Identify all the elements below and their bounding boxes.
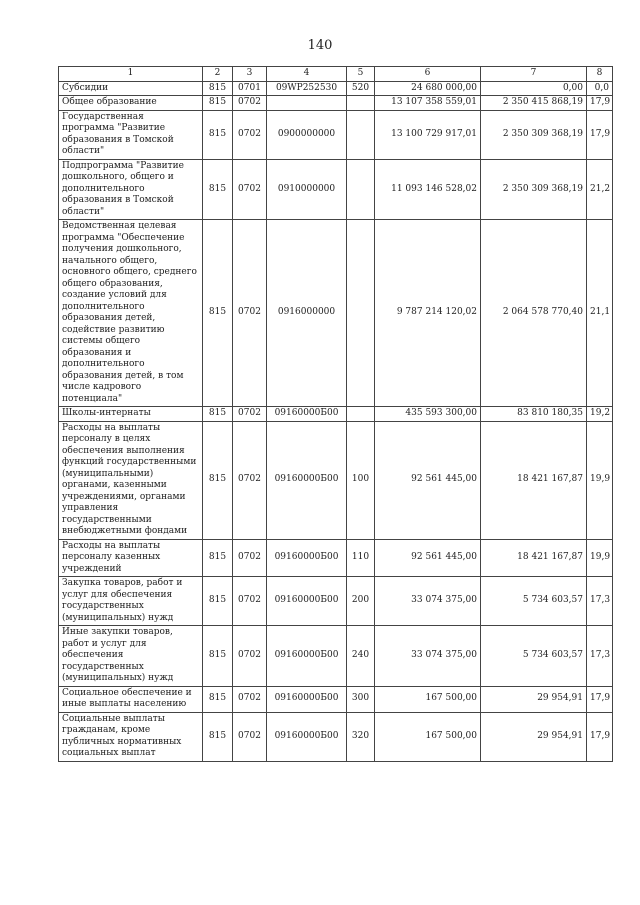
cell-executed-amount: 18 421 167,87 — [481, 421, 587, 539]
cell-target-code: 09160000Б00 — [267, 539, 347, 577]
cell-section-code: 0702 — [233, 110, 267, 159]
cell-ministry-code: 815 — [203, 96, 233, 111]
cell-section-code: 0702 — [233, 539, 267, 577]
cell-percent: 17,9 — [587, 712, 613, 761]
cell-executed-amount: 29 954,91 — [481, 712, 587, 761]
cell-percent: 17,3 — [587, 626, 613, 687]
table-header-row — [59, 67, 613, 82]
cell-executed-amount: 2 350 309 368,19 — [481, 159, 587, 220]
cell-plan-amount: 435 593 300,00 — [375, 407, 481, 422]
cell-percent: 19,9 — [587, 421, 613, 539]
table-row — [59, 421, 613, 539]
cell-ministry-code: 815 — [203, 407, 233, 422]
budget-table — [58, 66, 613, 762]
cell-section-code: 0702 — [233, 686, 267, 712]
cell-executed-amount: 83 810 180,35 — [481, 407, 587, 422]
cell-plan-amount: 9 787 214 120,02 — [375, 220, 481, 407]
table-row — [59, 220, 613, 407]
cell-plan-amount: 13 100 729 917,01 — [375, 110, 481, 159]
cell-percent: 17,9 — [587, 96, 613, 111]
cell-section-code: 0702 — [233, 220, 267, 407]
cell-target-code: 09160000Б00 — [267, 712, 347, 761]
table-row — [59, 626, 613, 687]
cell-section-code: 0701 — [233, 81, 267, 96]
cell-target-code: 09160000Б00 — [267, 686, 347, 712]
cell-target-code: 0916000000 — [267, 220, 347, 407]
cell-plan-amount: 13 107 358 559,01 — [375, 96, 481, 111]
cell-name: Школы-интернаты — [59, 407, 203, 422]
cell-target-code: 09160000Б00 — [267, 421, 347, 539]
cell-name: Ведомственная целевая программа "Обеспечение получения дошкольного, начального общего, основного общего, среднего общего образования, создание условий для дополнительного образования детей, содействие развитию системы общего образования и дополнительного образования детей, в том числе кадрового потенциала" — [59, 220, 203, 407]
cell-ministry-code: 815 — [203, 686, 233, 712]
cell-ministry-code: 815 — [203, 159, 233, 220]
cell-expense-type — [347, 220, 375, 407]
cell-ministry-code: 815 — [203, 81, 233, 96]
header-cell: 8 — [587, 67, 613, 82]
table-body — [59, 67, 613, 762]
cell-percent: 21,1 — [587, 220, 613, 407]
cell-name: Субсидии — [59, 81, 203, 96]
cell-percent: 19,2 — [587, 407, 613, 422]
cell-expense-type — [347, 96, 375, 111]
cell-executed-amount: 29 954,91 — [481, 686, 587, 712]
cell-percent: 17,9 — [587, 686, 613, 712]
header-cell: 3 — [233, 67, 267, 82]
header-cell: 6 — [375, 67, 481, 82]
cell-section-code: 0702 — [233, 712, 267, 761]
cell-target-code: 09160000Б00 — [267, 577, 347, 626]
cell-section-code: 0702 — [233, 159, 267, 220]
table-row — [59, 686, 613, 712]
cell-name: Государственная программа "Развитие образования в Томской области" — [59, 110, 203, 159]
cell-expense-type: 100 — [347, 421, 375, 539]
table-row — [59, 712, 613, 761]
cell-target-code: 09160000Б00 — [267, 407, 347, 422]
cell-name: Социальные выплаты гражданам, кроме публичных нормативных социальных выплат — [59, 712, 203, 761]
cell-executed-amount: 2 350 415 868,19 — [481, 96, 587, 111]
cell-section-code: 0702 — [233, 626, 267, 687]
cell-expense-type — [347, 407, 375, 422]
cell-target-code: 09WP252530 — [267, 81, 347, 96]
table-row — [59, 96, 613, 111]
cell-plan-amount: 92 561 445,00 — [375, 539, 481, 577]
cell-name: Иные закупки товаров, работ и услуг для обеспечения государственных (муниципальных) нужд — [59, 626, 203, 687]
table-row — [59, 539, 613, 577]
cell-ministry-code: 815 — [203, 421, 233, 539]
table-row — [59, 110, 613, 159]
cell-name: Подпрограмма "Развитие дошкольного, общего и дополнительного образования в Томской области" — [59, 159, 203, 220]
cell-executed-amount: 0,00 — [481, 81, 587, 96]
cell-percent: 17,9 — [587, 110, 613, 159]
cell-ministry-code: 815 — [203, 110, 233, 159]
cell-plan-amount: 167 500,00 — [375, 686, 481, 712]
cell-executed-amount: 2 350 309 368,19 — [481, 110, 587, 159]
cell-section-code: 0702 — [233, 407, 267, 422]
cell-target-code: 0900000000 — [267, 110, 347, 159]
cell-ministry-code: 815 — [203, 712, 233, 761]
cell-plan-amount: 24 680 000,00 — [375, 81, 481, 96]
cell-expense-type: 520 — [347, 81, 375, 96]
table-row — [59, 407, 613, 422]
header-cell: 1 — [59, 67, 203, 82]
cell-name: Расходы на выплаты персоналу в целях обеспечения выполнения функций государственными (муниципальными) органами, казенными учреждениями, органами управления государственными внебюджетными фондами — [59, 421, 203, 539]
cell-target-code: 0910000000 — [267, 159, 347, 220]
cell-plan-amount: 92 561 445,00 — [375, 421, 481, 539]
cell-plan-amount: 167 500,00 — [375, 712, 481, 761]
cell-percent: 0,0 — [587, 81, 613, 96]
page-number: 140 — [307, 38, 333, 53]
cell-section-code: 0702 — [233, 96, 267, 111]
table-row — [59, 577, 613, 626]
cell-plan-amount: 11 093 146 528,02 — [375, 159, 481, 220]
cell-expense-type: 200 — [347, 577, 375, 626]
cell-ministry-code: 815 — [203, 539, 233, 577]
header-cell: 7 — [481, 67, 587, 82]
cell-plan-amount: 33 074 375,00 — [375, 626, 481, 687]
header-cell: 2 — [203, 67, 233, 82]
cell-percent: 21,2 — [587, 159, 613, 220]
cell-section-code: 0702 — [233, 421, 267, 539]
cell-expense-type: 110 — [347, 539, 375, 577]
cell-executed-amount: 2 064 578 770,40 — [481, 220, 587, 407]
cell-expense-type: 240 — [347, 626, 375, 687]
cell-executed-amount: 18 421 167,87 — [481, 539, 587, 577]
cell-expense-type — [347, 159, 375, 220]
cell-target-code — [267, 96, 347, 111]
cell-name: Закупка товаров, работ и услуг для обеспечения государственных (муниципальных) нужд — [59, 577, 203, 626]
cell-plan-amount: 33 074 375,00 — [375, 577, 481, 626]
cell-ministry-code: 815 — [203, 220, 233, 407]
cell-name: Социальное обеспечение и иные выплаты населению — [59, 686, 203, 712]
header-cell: 5 — [347, 67, 375, 82]
header-cell: 4 — [267, 67, 347, 82]
cell-ministry-code: 815 — [203, 577, 233, 626]
cell-section-code: 0702 — [233, 577, 267, 626]
cell-expense-type — [347, 110, 375, 159]
cell-executed-amount: 5 734 603,57 — [481, 577, 587, 626]
cell-ministry-code: 815 — [203, 626, 233, 687]
cell-percent: 17,3 — [587, 577, 613, 626]
cell-name: Расходы на выплаты персоналу казенных учреждений — [59, 539, 203, 577]
table-row — [59, 81, 613, 96]
cell-name: Общее образование — [59, 96, 203, 111]
cell-executed-amount: 5 734 603,57 — [481, 626, 587, 687]
table-row — [59, 159, 613, 220]
cell-percent: 19,9 — [587, 539, 613, 577]
cell-expense-type: 300 — [347, 686, 375, 712]
cell-expense-type: 320 — [347, 712, 375, 761]
cell-target-code: 09160000Б00 — [267, 626, 347, 687]
